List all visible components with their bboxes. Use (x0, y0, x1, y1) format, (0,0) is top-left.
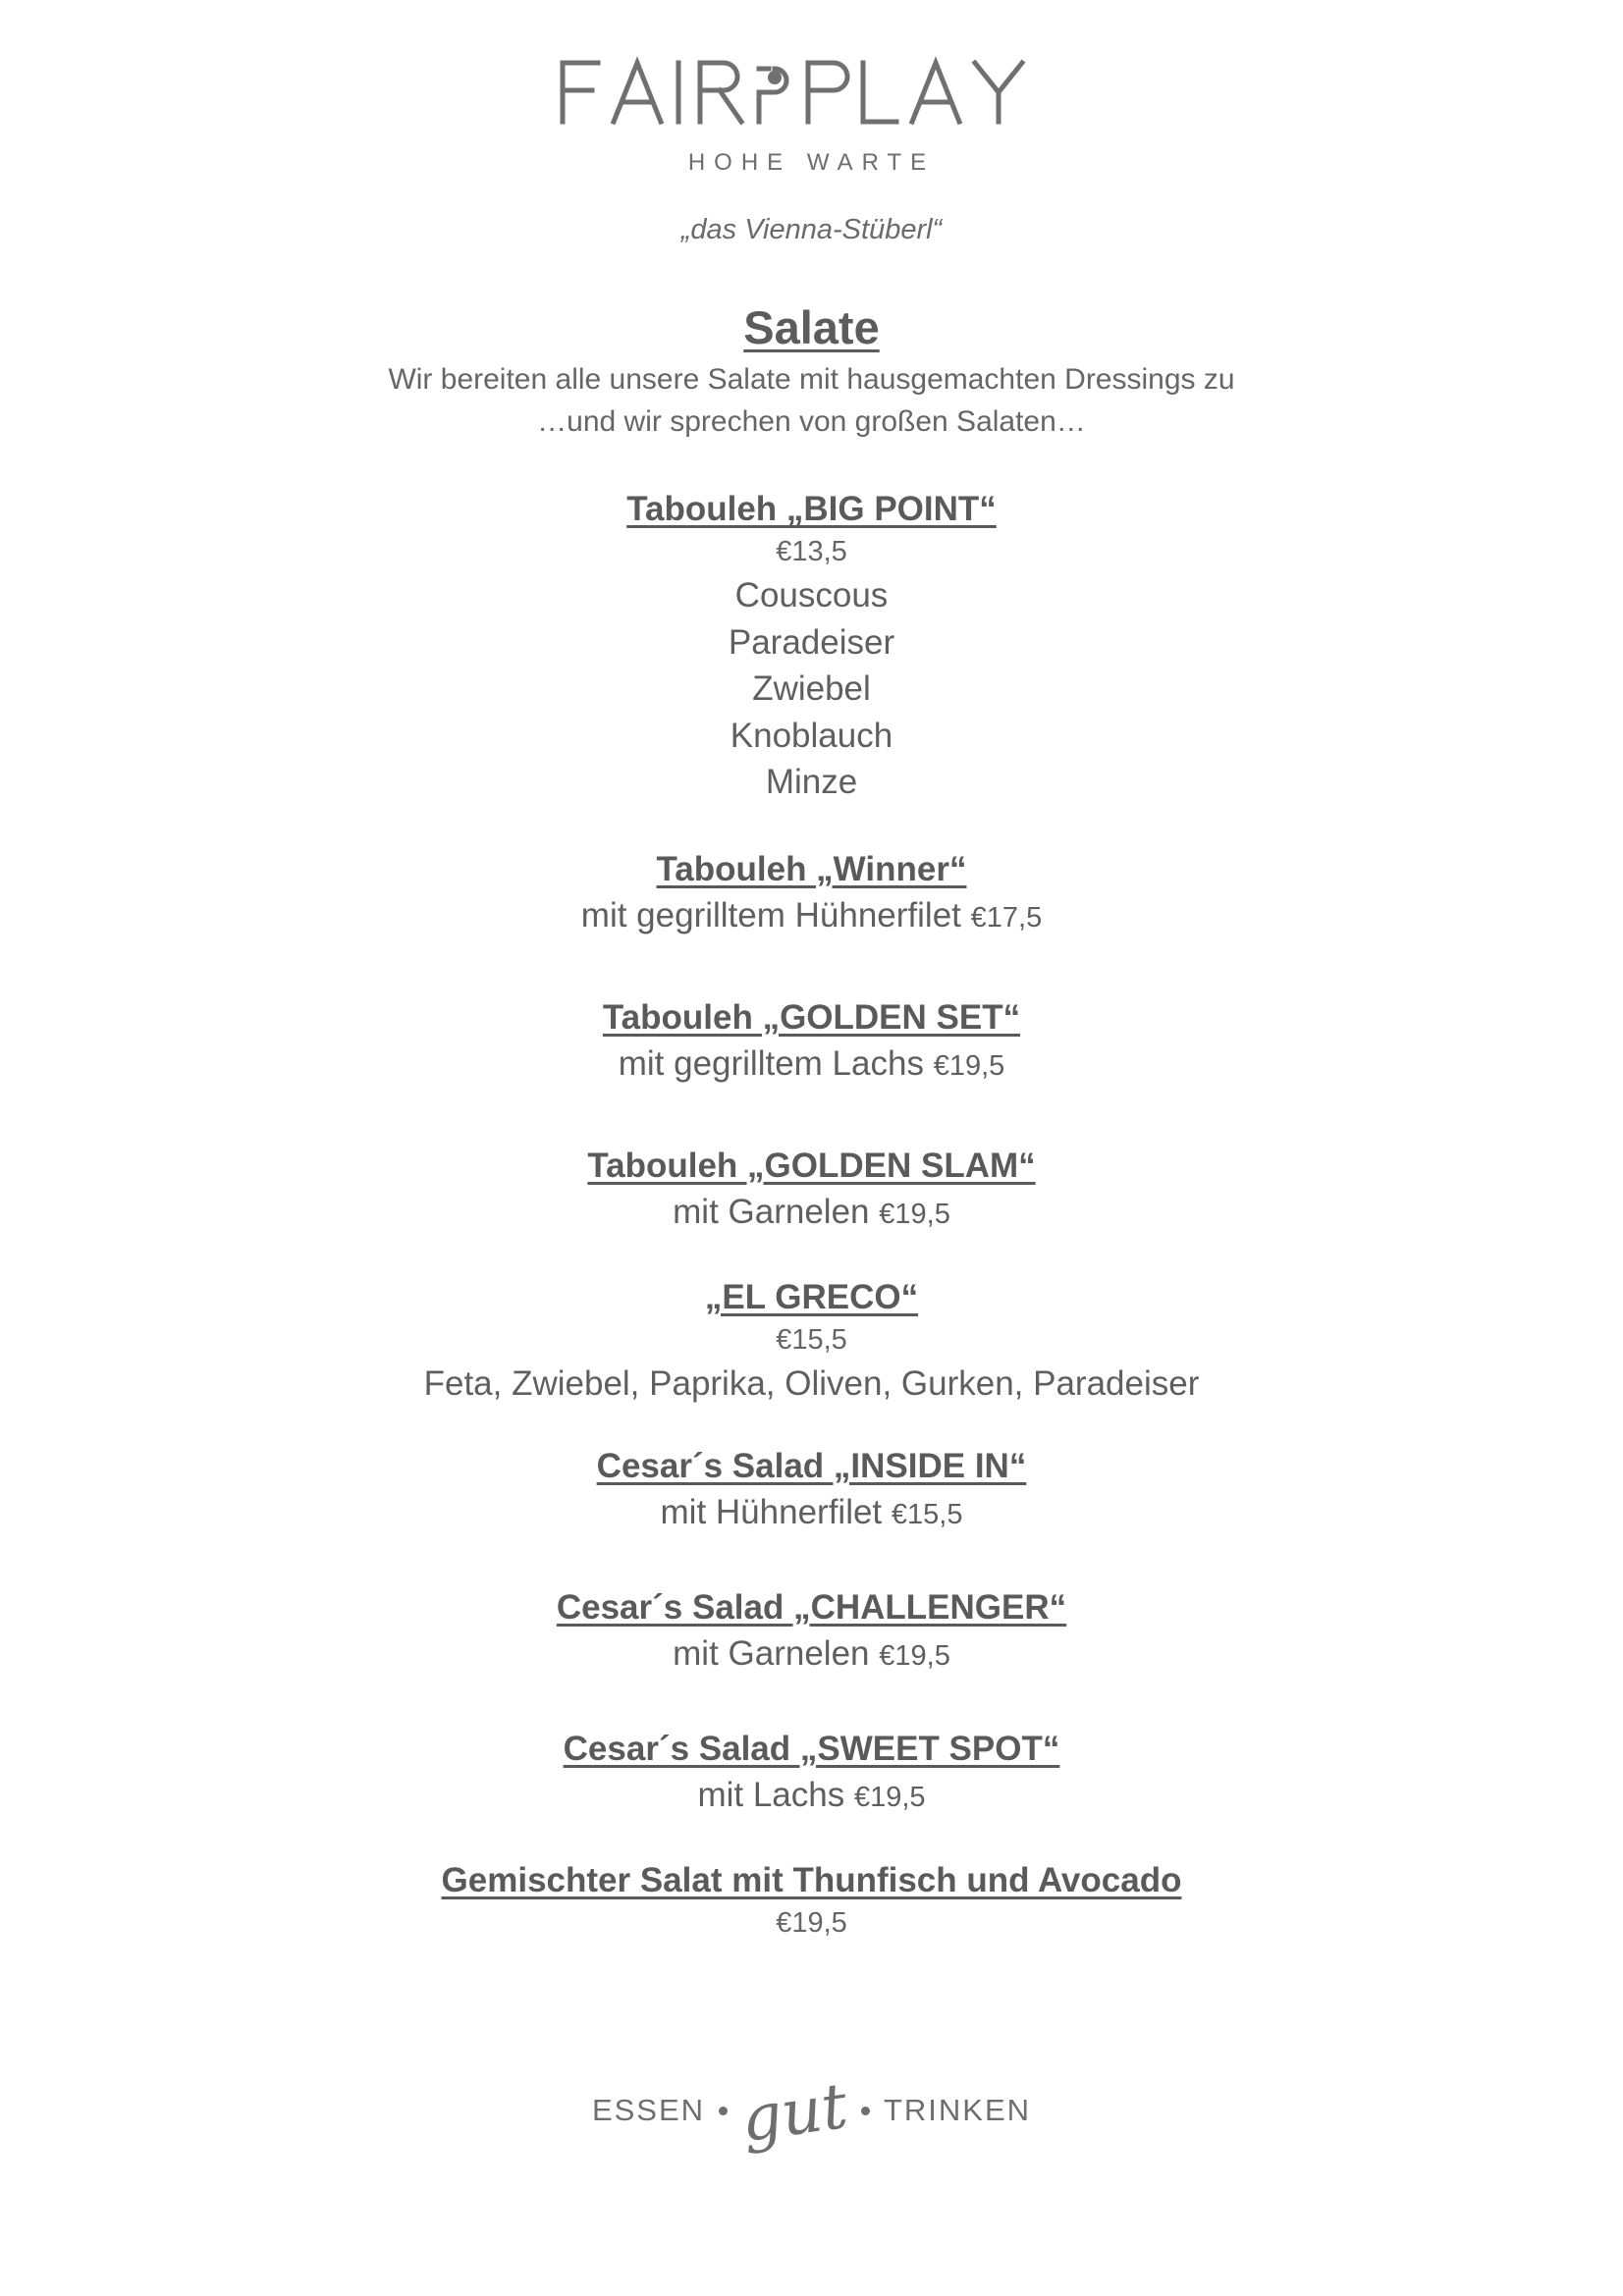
item-price: €19,5 (879, 1198, 950, 1230)
menu-item (0, 1275, 1623, 1407)
item-price: €19,5 (879, 1639, 950, 1672)
menu-item (0, 1144, 1623, 1238)
item-price: €13,5 (776, 536, 847, 567)
item-desc-text: mit Garnelen (673, 1633, 870, 1673)
ingredient: Minze (765, 763, 858, 801)
item-name: Cesar´s Salad „SWEET SPOT“ (563, 1729, 1060, 1768)
menu-list (0, 487, 1623, 1944)
item-name: Tabouleh „GOLDEN SET“ (602, 997, 1021, 1037)
brand-subtitle: HOHE WARTE (687, 149, 936, 176)
item-name: Cesar´s Salad „CHALLENGER“ (556, 1587, 1067, 1627)
item-name: Tabouleh „GOLDEN SLAM“ (587, 1146, 1036, 1185)
item-description (0, 1772, 1623, 1821)
item-description (0, 892, 1623, 941)
menu-item (0, 1727, 1623, 1821)
section-intro (0, 358, 1623, 443)
separator-dot (861, 2107, 870, 2115)
item-price: €15,5 (776, 1323, 847, 1356)
menu-item (0, 1858, 1623, 1944)
menu-item (0, 1585, 1623, 1680)
intro-line-2: …und wir sprechen von großen Salaten… (537, 405, 1086, 438)
separator-dot (719, 2107, 728, 2115)
item-name: „EL GRECO“ (704, 1277, 919, 1316)
menu-item (0, 487, 1623, 806)
ingredient: Zwiebel (752, 669, 871, 708)
slogan-left: ESSEN (591, 2093, 706, 2127)
item-description (0, 1489, 1623, 1538)
section-title: Salate (743, 301, 880, 353)
item-price: €15,5 (891, 1498, 963, 1530)
intro-line-1: Wir bereiten alle unsere Salate mit hausgemachten Dressings zu (388, 363, 1235, 396)
ingredient: Couscous (734, 576, 889, 614)
ingredient: Knoblauch (730, 716, 893, 755)
item-description (0, 1041, 1623, 1090)
item-name: Gemischter Salat mit Thunfisch und Avocado (441, 1860, 1182, 1899)
item-name: Tabouleh „Winner“ (656, 849, 967, 888)
item-description (0, 1630, 1623, 1680)
item-price: €19,5 (933, 1049, 1005, 1082)
slogan-right: TRINKEN (883, 2093, 1032, 2127)
item-desc-text: mit gegrilltem Lachs (618, 1043, 924, 1083)
item-price: €17,5 (970, 901, 1043, 934)
tagline: „das Vienna-Stüberl“ (680, 214, 943, 245)
fairplay-logo (557, 51, 1067, 130)
menu-item (0, 995, 1623, 1090)
slogan-script: gut (736, 2069, 852, 2158)
item-name: Cesar´s Salad „INSIDE IN“ (596, 1446, 1027, 1485)
item-price: €19,5 (853, 1781, 926, 1813)
menu-item (0, 1444, 1623, 1538)
item-desc-text: mit Garnelen (673, 1192, 870, 1231)
brand-logo (0, 51, 1623, 130)
slogan-row (591, 2069, 1032, 2158)
menu-item (0, 847, 1623, 941)
footer-slogan (0, 2069, 1623, 2158)
item-price: €19,5 (776, 1906, 847, 1939)
item-description: Feta, Zwiebel, Paprika, Oliven, Gurken, Paradeiser (423, 1363, 1200, 1403)
ingredient: Paradeiser (728, 622, 895, 662)
item-desc-text: mit Lachs (697, 1775, 845, 1814)
item-description (0, 1189, 1623, 1238)
item-desc-text: mit gegrilltem Hühnerfilet (580, 895, 961, 934)
item-desc-text: mit Hühnerfilet (660, 1492, 883, 1531)
item-name: Tabouleh „BIG POINT“ (626, 490, 997, 528)
